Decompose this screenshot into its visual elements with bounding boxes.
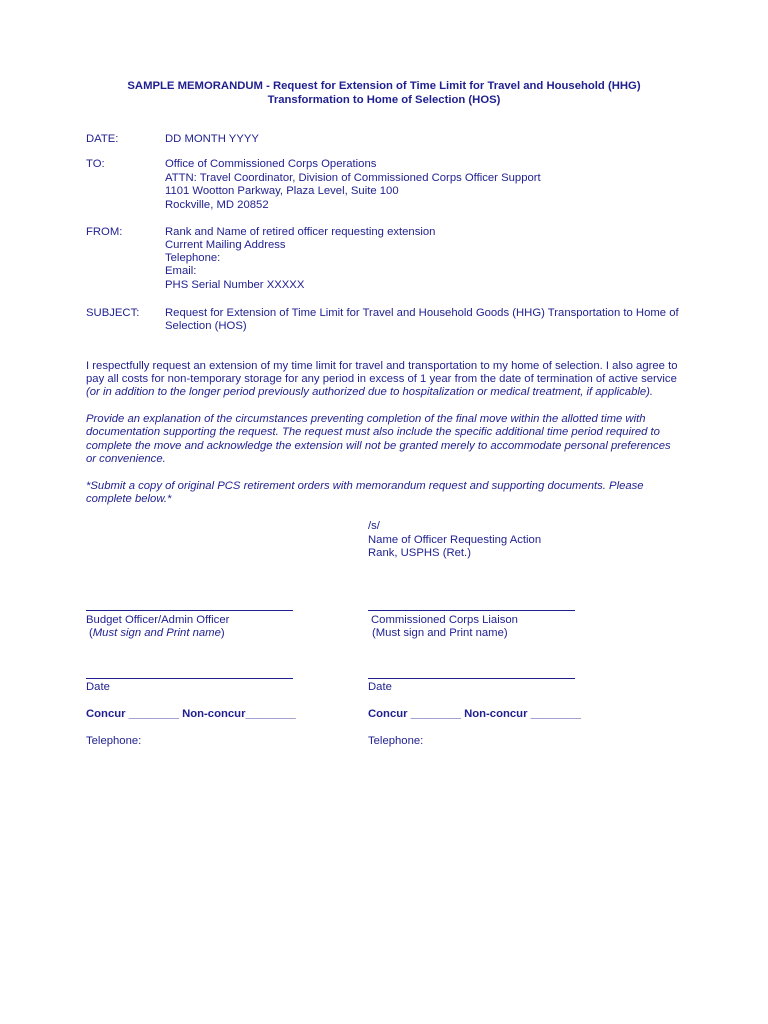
subject-line: Selection (HOS) [165,320,247,332]
budget-officer-date-line [86,678,293,679]
budget-officer-concur: Concur ________ Non-concur________ [86,708,296,720]
note-open-paren: ( [89,627,93,639]
from-line: Telephone: [165,252,221,264]
budget-officer-title: Budget Officer/Admin Officer [86,614,230,626]
to-line: ATTN: Travel Coordinator, Division of Commissioned Corps Officer Support [165,172,541,184]
body-paragraph-1-line: pay all costs for non-temporary storage for any period in excess of 1 year from the date of termination of active service [86,373,677,385]
subject-line: Request for Extension of Time Limit for Travel and Household Goods (HHG) Transportation to Home of [165,307,679,319]
budget-officer-note [89,627,225,641]
liaison-date-label: Date [368,681,392,693]
liaison-concur: Concur ________ Non-concur ________ [368,708,581,720]
from-line: Rank and Name of retired officer requesting extension [165,226,436,238]
body-paragraph-2-line: Provide an explanation of the circumstances preventing completion of the final move within the allotted time with [86,413,646,425]
date-value: DD MONTH YYYY [165,133,259,145]
to-line: 1101 Wootton Parkway, Plaza Level, Suite 100 [165,185,399,197]
budget-officer-signature-line [86,610,293,611]
body-paragraph-3-line: complete below.* [86,493,172,505]
liaison-title: Commissioned Corps Liaison [371,614,518,626]
from-line: PHS Serial Number XXXXX [165,279,305,291]
to-line: Office of Commissioned Corps Operations [165,158,377,170]
signature-name: Name of Officer Requesting Action [368,534,542,546]
note-italic: Must sign and Print name [92,627,221,639]
memo-title-line-1: SAMPLE MEMORANDUM - Request for Extension of Time Limit for Travel and Household (HHG) [127,80,641,92]
liaison-telephone: Telephone: [368,735,424,747]
signature-mark: /s/ [368,520,380,532]
budget-officer-date-label: Date [86,681,110,693]
budget-officer-telephone: Telephone: [86,735,142,747]
body-paragraph-1-italic: (or in addition to the longer period previously authorized due to hospitalization or medical treatment, if applicable). [86,386,654,398]
from-line: Current Mailing Address [165,239,286,251]
from-label: FROM: [86,226,123,238]
date-label: DATE: [86,133,119,145]
to-line: Rockville, MD 20852 [165,199,269,211]
liaison-signature-line [368,610,575,611]
liaison-date-line [368,678,575,679]
signature-rank: Rank, USPHS (Ret.) [368,547,471,559]
body-paragraph-2-line: documentation supporting the request. The request must also include the specific additional time period required to [86,426,660,438]
subject-label: SUBJECT: [86,307,140,319]
to-label: TO: [86,158,105,170]
body-paragraph-2-line: complete the move and acknowledge the extension will not be granted merely to accommodate personal preferences [86,440,671,452]
body-paragraph-3-line: *Submit a copy of original PCS retirement orders with memorandum request and supporting documents. Please [86,480,644,492]
note-close-paren: ) [220,627,225,639]
body-paragraph-1-line: I respectfully request an extension of my time limit for travel and transportation to my home of selection. I also agree to [86,360,678,372]
body-paragraph-2-line: or convenience. [86,453,166,465]
from-line: Email: [165,265,197,277]
liaison-note: (Must sign and Print name) [372,627,508,639]
memo-title-line-2: Transformation to Home of Selection (HOS) [267,94,501,106]
